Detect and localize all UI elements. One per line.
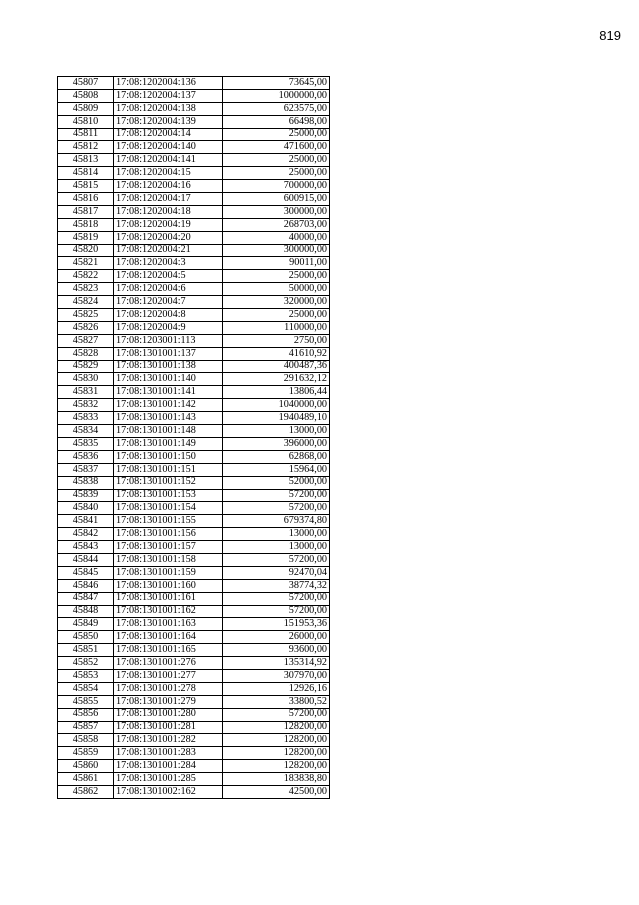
value-cell: 33800,52 (223, 695, 330, 708)
cadastral-number-cell: 17:08:1301001:161 (114, 592, 223, 605)
table-row (58, 785, 330, 798)
cadastral-number-cell: 17:08:1301001:150 (114, 450, 223, 463)
row-number-cell: 45822 (58, 270, 114, 283)
table-row (58, 760, 330, 773)
table-row (58, 399, 330, 412)
row-number-cell: 45835 (58, 437, 114, 450)
table-row (58, 773, 330, 786)
table-row (58, 579, 330, 592)
row-number-cell: 45824 (58, 296, 114, 309)
table-row (58, 437, 330, 450)
table-row (58, 309, 330, 322)
cadastral-number-cell: 17:08:1202004:16 (114, 180, 223, 193)
cadastral-number-cell: 17:08:1301001:153 (114, 489, 223, 502)
row-number-cell: 45812 (58, 141, 114, 154)
table-row (58, 618, 330, 631)
row-number-cell: 45825 (58, 309, 114, 322)
table-row (58, 463, 330, 476)
row-number-cell: 45832 (58, 399, 114, 412)
table-row (58, 566, 330, 579)
value-cell: 40000,00 (223, 231, 330, 244)
table-row (58, 682, 330, 695)
value-cell: 1000000,00 (223, 89, 330, 102)
table-row (58, 476, 330, 489)
table-row (58, 747, 330, 760)
value-cell: 42500,00 (223, 785, 330, 798)
cadastral-number-cell: 17:08:1301002:162 (114, 785, 223, 798)
cadastral-number-cell: 17:08:1301001:280 (114, 708, 223, 721)
table-row (58, 141, 330, 154)
value-cell: 128200,00 (223, 747, 330, 760)
row-number-cell: 45862 (58, 785, 114, 798)
row-number-cell: 45857 (58, 721, 114, 734)
row-number-cell: 45858 (58, 734, 114, 747)
value-cell: 92470,04 (223, 566, 330, 579)
cadastral-number-cell: 17:08:1202004:6 (114, 283, 223, 296)
value-cell: 679374,80 (223, 515, 330, 528)
row-number-cell: 45840 (58, 502, 114, 515)
value-cell: 110000,00 (223, 321, 330, 334)
cadastral-number-cell: 17:08:1301001:151 (114, 463, 223, 476)
cadastral-number-cell: 17:08:1301001:284 (114, 760, 223, 773)
row-number-cell: 45826 (58, 321, 114, 334)
value-cell: 93600,00 (223, 644, 330, 657)
row-number-cell: 45834 (58, 425, 114, 438)
value-cell: 183838,80 (223, 773, 330, 786)
cadastral-number-cell: 17:08:1301001:155 (114, 515, 223, 528)
cadastral-number-cell: 17:08:1301001:285 (114, 773, 223, 786)
row-number-cell: 45861 (58, 773, 114, 786)
row-number-cell: 45815 (58, 180, 114, 193)
value-cell: 57200,00 (223, 592, 330, 605)
value-cell: 66498,00 (223, 115, 330, 128)
value-cell: 25000,00 (223, 167, 330, 180)
table-row (58, 102, 330, 115)
value-cell: 57200,00 (223, 553, 330, 566)
cadastral-number-cell: 17:08:1202004:19 (114, 218, 223, 231)
value-cell: 623575,00 (223, 102, 330, 115)
value-cell: 307970,00 (223, 669, 330, 682)
row-number-cell: 45819 (58, 231, 114, 244)
table-row (58, 631, 330, 644)
value-cell: 25000,00 (223, 270, 330, 283)
value-cell: 62868,00 (223, 450, 330, 463)
table-row (58, 412, 330, 425)
table-row (58, 180, 330, 193)
row-number-cell: 45817 (58, 205, 114, 218)
value-cell: 128200,00 (223, 721, 330, 734)
value-cell: 57200,00 (223, 489, 330, 502)
cadastral-number-cell: 17:08:1202004:136 (114, 77, 223, 90)
table-row (58, 231, 330, 244)
cadastral-number-cell: 17:08:1202004:137 (114, 89, 223, 102)
row-number-cell: 45810 (58, 115, 114, 128)
table-row (58, 167, 330, 180)
table-row (58, 128, 330, 141)
table-row (58, 360, 330, 373)
value-cell: 268703,00 (223, 218, 330, 231)
row-number-cell: 45807 (58, 77, 114, 90)
value-cell: 15964,00 (223, 463, 330, 476)
value-cell: 73645,00 (223, 77, 330, 90)
value-cell: 2750,00 (223, 334, 330, 347)
cadastral-number-cell: 17:08:1202004:140 (114, 141, 223, 154)
table-row (58, 321, 330, 334)
row-number-cell: 45818 (58, 218, 114, 231)
table-body (58, 77, 330, 799)
value-cell: 57200,00 (223, 708, 330, 721)
value-cell: 52000,00 (223, 476, 330, 489)
cadastral-number-cell: 17:08:1301001:157 (114, 541, 223, 554)
cadastral-number-cell: 17:08:1202004:18 (114, 205, 223, 218)
cadastral-number-cell: 17:08:1301001:156 (114, 528, 223, 541)
cadastral-number-cell: 17:08:1301001:283 (114, 747, 223, 760)
cadastral-number-cell: 17:08:1203001:113 (114, 334, 223, 347)
value-cell: 41610,92 (223, 347, 330, 360)
row-number-cell: 45852 (58, 657, 114, 670)
cadastral-number-cell: 17:08:1301001:149 (114, 437, 223, 450)
row-number-cell: 45816 (58, 193, 114, 206)
cadastral-number-cell: 17:08:1301001:137 (114, 347, 223, 360)
value-cell: 25000,00 (223, 154, 330, 167)
table-row (58, 644, 330, 657)
value-cell: 13806,44 (223, 386, 330, 399)
value-cell: 300000,00 (223, 205, 330, 218)
row-number-cell: 45836 (58, 450, 114, 463)
row-number-cell: 45830 (58, 373, 114, 386)
table-row (58, 386, 330, 399)
value-cell: 600915,00 (223, 193, 330, 206)
row-number-cell: 45843 (58, 541, 114, 554)
cadastral-number-cell: 17:08:1301001:281 (114, 721, 223, 734)
value-cell: 1940489,10 (223, 412, 330, 425)
table-row (58, 605, 330, 618)
table-row (58, 592, 330, 605)
value-cell: 13000,00 (223, 541, 330, 554)
value-cell: 128200,00 (223, 734, 330, 747)
cadastral-number-cell: 17:08:1301001:154 (114, 502, 223, 515)
cadastral-number-cell: 17:08:1301001:143 (114, 412, 223, 425)
cadastral-number-cell: 17:08:1202004:9 (114, 321, 223, 334)
value-cell: 57200,00 (223, 502, 330, 515)
table-row (58, 721, 330, 734)
table-row (58, 553, 330, 566)
cadastral-number-cell: 17:08:1301001:140 (114, 373, 223, 386)
cadastral-number-cell: 17:08:1202004:141 (114, 154, 223, 167)
table-row (58, 257, 330, 270)
cadastral-number-cell: 17:08:1202004:21 (114, 244, 223, 257)
row-number-cell: 45823 (58, 283, 114, 296)
row-number-cell: 45821 (58, 257, 114, 270)
value-cell: 135314,92 (223, 657, 330, 670)
table-row (58, 502, 330, 515)
row-number-cell: 45837 (58, 463, 114, 476)
cadastral-number-cell: 17:08:1202004:14 (114, 128, 223, 141)
value-cell: 50000,00 (223, 283, 330, 296)
row-number-cell: 45842 (58, 528, 114, 541)
row-number-cell: 45808 (58, 89, 114, 102)
cadastral-number-cell: 17:08:1202004:17 (114, 193, 223, 206)
row-number-cell: 45841 (58, 515, 114, 528)
value-cell: 300000,00 (223, 244, 330, 257)
value-cell: 25000,00 (223, 128, 330, 141)
cadastral-number-cell: 17:08:1301001:164 (114, 631, 223, 644)
table-row (58, 244, 330, 257)
cadastral-number-cell: 17:08:1301001:277 (114, 669, 223, 682)
table-row (58, 296, 330, 309)
value-cell: 12926,16 (223, 682, 330, 695)
row-number-cell: 45845 (58, 566, 114, 579)
value-cell: 396000,00 (223, 437, 330, 450)
table-row (58, 669, 330, 682)
cadastral-number-cell: 17:08:1202004:3 (114, 257, 223, 270)
table-row (58, 77, 330, 90)
cadastral-number-cell: 17:08:1301001:142 (114, 399, 223, 412)
row-number-cell: 45855 (58, 695, 114, 708)
row-number-cell: 45827 (58, 334, 114, 347)
value-cell: 700000,00 (223, 180, 330, 193)
row-number-cell: 45853 (58, 669, 114, 682)
table-row (58, 334, 330, 347)
table-row (58, 193, 330, 206)
row-number-cell: 45854 (58, 682, 114, 695)
cadastral-number-cell: 17:08:1202004:8 (114, 309, 223, 322)
table-row (58, 270, 330, 283)
cadastral-number-cell: 17:08:1301001:165 (114, 644, 223, 657)
table-row (58, 205, 330, 218)
value-cell: 1040000,00 (223, 399, 330, 412)
cadastral-number-cell: 17:08:1301001:279 (114, 695, 223, 708)
row-number-cell: 45813 (58, 154, 114, 167)
row-number-cell: 45829 (58, 360, 114, 373)
value-cell: 26000,00 (223, 631, 330, 644)
cadastral-number-cell: 17:08:1202004:7 (114, 296, 223, 309)
cadastral-number-cell: 17:08:1301001:152 (114, 476, 223, 489)
cadastral-number-cell: 17:08:1301001:163 (114, 618, 223, 631)
row-number-cell: 45814 (58, 167, 114, 180)
table-row (58, 283, 330, 296)
page-number: 819 (599, 28, 621, 43)
table-row (58, 541, 330, 554)
row-number-cell: 45809 (58, 102, 114, 115)
table-row (58, 528, 330, 541)
table-row (58, 115, 330, 128)
value-cell: 320000,00 (223, 296, 330, 309)
cadastral-number-cell: 17:08:1301001:148 (114, 425, 223, 438)
cadastral-number-cell: 17:08:1301001:159 (114, 566, 223, 579)
cadastral-number-cell: 17:08:1301001:278 (114, 682, 223, 695)
value-cell: 38774,32 (223, 579, 330, 592)
table-row (58, 218, 330, 231)
cadastral-number-cell: 17:08:1202004:139 (114, 115, 223, 128)
value-cell: 13000,00 (223, 425, 330, 438)
row-number-cell: 45838 (58, 476, 114, 489)
row-number-cell: 45833 (58, 412, 114, 425)
cadastral-number-cell: 17:08:1301001:141 (114, 386, 223, 399)
cadastral-number-cell: 17:08:1202004:5 (114, 270, 223, 283)
value-cell: 25000,00 (223, 309, 330, 322)
cadastral-number-cell: 17:08:1301001:160 (114, 579, 223, 592)
row-number-cell: 45849 (58, 618, 114, 631)
row-number-cell: 45856 (58, 708, 114, 721)
table-row (58, 425, 330, 438)
table-row (58, 347, 330, 360)
table-row (58, 489, 330, 502)
row-number-cell: 45820 (58, 244, 114, 257)
row-number-cell: 45860 (58, 760, 114, 773)
row-number-cell: 45851 (58, 644, 114, 657)
cadastral-number-cell: 17:08:1202004:138 (114, 102, 223, 115)
value-cell: 13000,00 (223, 528, 330, 541)
value-cell: 291632,12 (223, 373, 330, 386)
row-number-cell: 45828 (58, 347, 114, 360)
value-cell: 128200,00 (223, 760, 330, 773)
row-number-cell: 45846 (58, 579, 114, 592)
row-number-cell: 45848 (58, 605, 114, 618)
cadastral-number-cell: 17:08:1301001:158 (114, 553, 223, 566)
table-row (58, 515, 330, 528)
table-row (58, 373, 330, 386)
value-cell: 471600,00 (223, 141, 330, 154)
table-row (58, 89, 330, 102)
row-number-cell: 45839 (58, 489, 114, 502)
value-cell: 57200,00 (223, 605, 330, 618)
row-number-cell: 45847 (58, 592, 114, 605)
cadastral-number-cell: 17:08:1202004:20 (114, 231, 223, 244)
table-row (58, 450, 330, 463)
value-cell: 90011,00 (223, 257, 330, 270)
cadastral-number-cell: 17:08:1301001:138 (114, 360, 223, 373)
row-number-cell: 45850 (58, 631, 114, 644)
row-number-cell: 45844 (58, 553, 114, 566)
table-row (58, 708, 330, 721)
table-row (58, 154, 330, 167)
row-number-cell: 45831 (58, 386, 114, 399)
table-row (58, 695, 330, 708)
table-row (58, 657, 330, 670)
cadastral-number-cell: 17:08:1301001:282 (114, 734, 223, 747)
value-cell: 151953,36 (223, 618, 330, 631)
cadastral-number-cell: 17:08:1202004:15 (114, 167, 223, 180)
cadastral-value-table (57, 76, 330, 799)
cadastral-number-cell: 17:08:1301001:162 (114, 605, 223, 618)
row-number-cell: 45859 (58, 747, 114, 760)
row-number-cell: 45811 (58, 128, 114, 141)
cadastral-number-cell: 17:08:1301001:276 (114, 657, 223, 670)
table-row (58, 734, 330, 747)
value-cell: 400487,36 (223, 360, 330, 373)
